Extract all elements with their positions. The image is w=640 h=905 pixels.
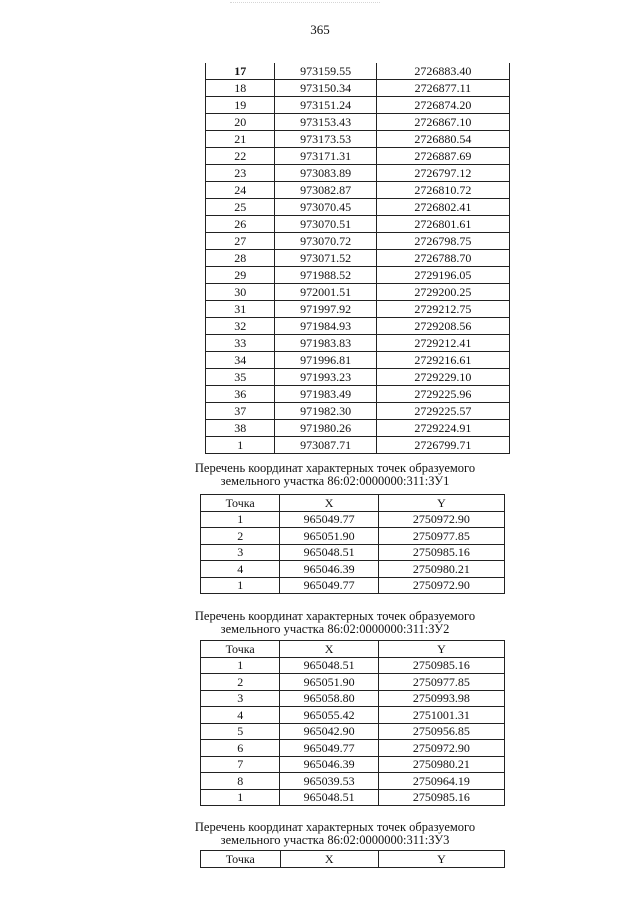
table-row xyxy=(201,674,505,691)
point-number-cell: 1 xyxy=(201,511,280,528)
x-coordinate-cell: 965046.39 xyxy=(280,561,378,578)
table-row xyxy=(206,97,510,114)
y-coordinate-cell: 2729208.56 xyxy=(376,318,509,335)
x-coordinate-cell: 965051.90 xyxy=(280,674,378,691)
y-coordinate-cell: 2750993.98 xyxy=(378,690,504,707)
y-coordinate-cell: 2726810.72 xyxy=(376,182,509,199)
point-number-cell: 7 xyxy=(201,756,280,773)
y-coordinate-cell: 2750980.21 xyxy=(378,561,504,578)
x-coordinate-cell: 965049.77 xyxy=(280,511,378,528)
y-coordinate-cell: 2750977.85 xyxy=(378,528,504,545)
point-number-cell: 25 xyxy=(206,199,275,216)
table-row xyxy=(206,165,510,182)
y-coordinate-cell: 2750972.90 xyxy=(378,511,504,528)
table-row xyxy=(201,511,505,528)
section-heading-zu2 xyxy=(150,610,520,636)
table-row xyxy=(206,335,510,352)
point-number-cell: 8 xyxy=(201,773,280,790)
x-coordinate-cell: 971983.83 xyxy=(275,335,376,352)
point-number-cell: 31 xyxy=(206,301,275,318)
coordinates-table-zu2 xyxy=(200,640,505,806)
x-coordinate-cell: 972001.51 xyxy=(275,284,376,301)
x-coordinate-cell: 971983.49 xyxy=(275,386,376,403)
y-coordinate-cell: 2729212.41 xyxy=(376,335,509,352)
table-row xyxy=(206,318,510,335)
x-coordinate-cell: 971996.81 xyxy=(275,352,376,369)
x-coordinate-cell: 973083.89 xyxy=(275,165,376,182)
x-coordinate-cell: 973151.24 xyxy=(275,97,376,114)
point-number-cell: 37 xyxy=(206,403,275,420)
y-column-header: Y xyxy=(378,641,504,658)
table-row xyxy=(201,528,505,545)
section-heading-zu1 xyxy=(150,462,520,488)
heading-line: земельного участка 86:02:0000000:311:ЗУ3 xyxy=(220,833,450,847)
y-coordinate-cell: 2729224.91 xyxy=(376,420,509,437)
point-number-cell: 36 xyxy=(206,386,275,403)
point-number-cell: 2 xyxy=(201,674,280,691)
coordinates-table-zu1 xyxy=(200,494,505,594)
x-coordinate-cell: 973082.87 xyxy=(275,182,376,199)
x-coordinate-cell: 965051.90 xyxy=(280,528,378,545)
y-coordinate-cell: 2726877.11 xyxy=(376,80,509,97)
y-coordinate-cell: 2726874.20 xyxy=(376,97,509,114)
point-number-cell: 33 xyxy=(206,335,275,352)
x-coordinate-cell: 971984.93 xyxy=(275,318,376,335)
y-coordinate-cell: 2726797.12 xyxy=(376,165,509,182)
y-coordinate-cell: 2726802.41 xyxy=(376,199,509,216)
x-coordinate-cell: 965048.51 xyxy=(280,789,378,806)
y-coordinate-cell: 2726880.54 xyxy=(376,131,509,148)
x-coordinate-cell: 973087.71 xyxy=(275,437,376,454)
point-number-cell: 27 xyxy=(206,233,275,250)
table-row xyxy=(201,657,505,674)
y-coordinate-cell: 2750980.21 xyxy=(378,756,504,773)
y-coordinate-cell: 2751001.31 xyxy=(378,707,504,724)
point-number-cell: 24 xyxy=(206,182,275,199)
x-coordinate-cell: 965049.77 xyxy=(280,740,378,757)
y-coordinate-cell: 2750985.16 xyxy=(378,544,504,561)
point-number-cell: 17 xyxy=(206,63,275,80)
y-coordinate-cell: 2729225.96 xyxy=(376,386,509,403)
x-coordinate-cell: 965042.90 xyxy=(280,723,378,740)
x-coordinate-cell: 971988.52 xyxy=(275,267,376,284)
point-number-cell: 26 xyxy=(206,216,275,233)
table-row xyxy=(201,577,505,594)
x-coordinate-cell: 973171.31 xyxy=(275,148,376,165)
table-row xyxy=(201,789,505,806)
table-row xyxy=(201,773,505,790)
point-number-cell: 1 xyxy=(201,577,280,594)
point-number-cell: 2 xyxy=(201,528,280,545)
heading-line: Перечень координат характерных точек образуемого xyxy=(194,609,476,623)
heading-line: земельного участка 86:02:0000000:311:ЗУ2 xyxy=(220,622,450,636)
scan-noise xyxy=(230,2,380,9)
heading-line: земельного участка 86:02:0000000:311:ЗУ1 xyxy=(220,474,450,488)
y-coordinate-cell: 2726887.69 xyxy=(376,148,509,165)
point-number-cell: 29 xyxy=(206,267,275,284)
coordinates-table-continued xyxy=(205,63,510,454)
point-number-cell: 32 xyxy=(206,318,275,335)
table-row xyxy=(201,544,505,561)
y-coordinate-cell: 2750956.85 xyxy=(378,723,504,740)
table-row xyxy=(201,690,505,707)
heading-line: Перечень координат характерных точек образуемого xyxy=(194,461,476,475)
table-row xyxy=(206,80,510,97)
x-coordinate-cell: 973159.55 xyxy=(275,63,376,80)
table-row xyxy=(206,284,510,301)
table-row xyxy=(206,131,510,148)
x-coordinate-cell: 973071.52 xyxy=(275,250,376,267)
table-row xyxy=(201,561,505,578)
x-coordinate-cell: 965055.42 xyxy=(280,707,378,724)
table-row xyxy=(206,352,510,369)
table-row xyxy=(206,216,510,233)
y-coordinate-cell: 2750985.16 xyxy=(378,657,504,674)
point-number-cell: 21 xyxy=(206,131,275,148)
coordinates-table-zu3 xyxy=(200,850,505,868)
point-number-cell: 38 xyxy=(206,420,275,437)
table-row xyxy=(206,233,510,250)
x-coordinate-cell: 971982.30 xyxy=(275,403,376,420)
point-number-cell: 34 xyxy=(206,352,275,369)
x-coordinate-cell: 971980.26 xyxy=(275,420,376,437)
y-coordinate-cell: 2750977.85 xyxy=(378,674,504,691)
table-row xyxy=(206,403,510,420)
table-row xyxy=(206,63,510,80)
y-coordinate-cell: 2726883.40 xyxy=(376,63,509,80)
table-header-row xyxy=(201,641,505,658)
point-number-cell: 1 xyxy=(201,657,280,674)
table-row xyxy=(206,182,510,199)
point-number-cell: 28 xyxy=(206,250,275,267)
table-row xyxy=(201,707,505,724)
x-coordinate-cell: 965058.80 xyxy=(280,690,378,707)
point-number-cell: 1 xyxy=(206,437,275,454)
point-number-cell: 35 xyxy=(206,369,275,386)
x-coordinate-cell: 973153.43 xyxy=(275,114,376,131)
y-coordinate-cell: 2729225.57 xyxy=(376,403,509,420)
y-coordinate-cell: 2729229.10 xyxy=(376,369,509,386)
y-coordinate-cell: 2726801.61 xyxy=(376,216,509,233)
x-coordinate-cell: 965046.39 xyxy=(280,756,378,773)
y-coordinate-cell: 2729212.75 xyxy=(376,301,509,318)
table-header-row xyxy=(201,495,505,512)
y-coordinate-cell: 2726799.71 xyxy=(376,437,509,454)
y-coordinate-cell: 2726798.75 xyxy=(376,233,509,250)
y-coordinate-cell: 2750985.16 xyxy=(378,789,504,806)
table-row xyxy=(206,267,510,284)
x-column-header: X xyxy=(280,495,378,512)
table-row xyxy=(201,756,505,773)
y-coordinate-cell: 2750964.19 xyxy=(378,773,504,790)
x-coordinate-cell: 973070.51 xyxy=(275,216,376,233)
point-column-header: Точка xyxy=(201,495,280,512)
point-column-header: Точка xyxy=(201,641,280,658)
x-coordinate-cell: 965048.51 xyxy=(280,544,378,561)
table-header-row xyxy=(201,851,505,868)
point-number-cell: 3 xyxy=(201,690,280,707)
y-coordinate-cell: 2750972.90 xyxy=(378,577,504,594)
y-column-header: Y xyxy=(378,851,504,868)
y-coordinate-cell: 2729216.61 xyxy=(376,352,509,369)
table-row xyxy=(206,114,510,131)
table-row xyxy=(206,199,510,216)
y-coordinate-cell: 2729196.05 xyxy=(376,267,509,284)
point-number-cell: 20 xyxy=(206,114,275,131)
table-row xyxy=(206,437,510,454)
table-row xyxy=(206,250,510,267)
x-coordinate-cell: 973070.45 xyxy=(275,199,376,216)
x-coordinate-cell: 973070.72 xyxy=(275,233,376,250)
y-coordinate-cell: 2726788.70 xyxy=(376,250,509,267)
point-number-cell: 4 xyxy=(201,561,280,578)
point-number-cell: 3 xyxy=(201,544,280,561)
table-row xyxy=(206,369,510,386)
y-coordinate-cell: 2726867.10 xyxy=(376,114,509,131)
x-coordinate-cell: 965048.51 xyxy=(280,657,378,674)
point-number-cell: 4 xyxy=(201,707,280,724)
x-coordinate-cell: 973173.53 xyxy=(275,131,376,148)
x-coordinate-cell: 965039.53 xyxy=(280,773,378,790)
table-row xyxy=(206,301,510,318)
point-number-cell: 30 xyxy=(206,284,275,301)
y-coordinate-cell: 2729200.25 xyxy=(376,284,509,301)
x-coordinate-cell: 971993.23 xyxy=(275,369,376,386)
x-coordinate-cell: 973150.34 xyxy=(275,80,376,97)
heading-line: Перечень координат характерных точек образуемого xyxy=(194,820,476,834)
y-column-header: Y xyxy=(378,495,504,512)
table-row xyxy=(201,740,505,757)
point-number-cell: 22 xyxy=(206,148,275,165)
section-heading-zu3 xyxy=(150,821,520,847)
x-coordinate-cell: 971997.92 xyxy=(275,301,376,318)
point-number-cell: 6 xyxy=(201,740,280,757)
x-column-header: X xyxy=(280,641,378,658)
table-row xyxy=(201,723,505,740)
table-row xyxy=(206,386,510,403)
x-column-header: X xyxy=(280,851,378,868)
table-row xyxy=(206,420,510,437)
y-coordinate-cell: 2750972.90 xyxy=(378,740,504,757)
point-number-cell: 23 xyxy=(206,165,275,182)
point-number-cell: 5 xyxy=(201,723,280,740)
point-number-cell: 18 xyxy=(206,80,275,97)
point-column-header: Точка xyxy=(201,851,281,868)
page-number: 365 xyxy=(310,22,330,37)
point-number-cell: 19 xyxy=(206,97,275,114)
x-coordinate-cell: 965049.77 xyxy=(280,577,378,594)
point-number-cell: 1 xyxy=(201,789,280,806)
table-row xyxy=(206,148,510,165)
